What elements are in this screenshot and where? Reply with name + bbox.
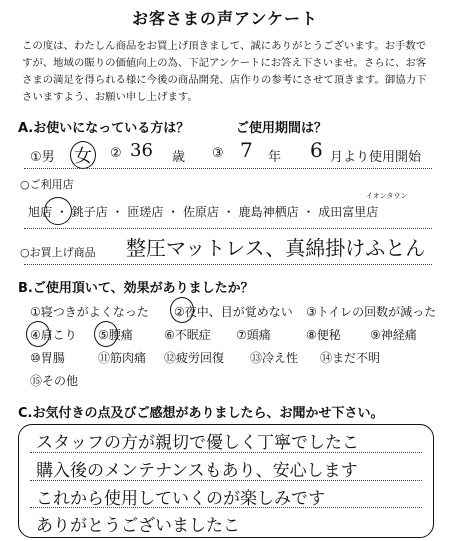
store-list: 旭店 ・ 銚子店 ・ 匝瑳店 ・ 佐原店 ・ 鹿島神栖店 ・ 成田富里店 xyxy=(28,205,379,219)
intro-text: この度は、わたしん商品をお買上げ頂きまして、誠にありがとうございます。お手数ですが、地域の賑りの価値向上の為、下記アンケートにお答え下さいませ。さらに、お客さまの満足を得られる様に今後の商品開発、店作りの参考にさせて頂きます。御協力下さいますよう、お願い申し上げます。 xyxy=(22,40,427,103)
survey-title: お客さまの声アンケート xyxy=(131,9,319,28)
start-label: ③ xyxy=(212,146,224,161)
effect-option: ①寝つきがよくなった xyxy=(30,305,149,319)
effect-option: ⑪筋肉痛 xyxy=(98,351,147,365)
effect-option: ⑥不眠症 xyxy=(164,328,211,342)
effect-option: ⑮その他 xyxy=(30,374,79,388)
store-item: 佐原店 xyxy=(182,205,219,219)
month-value: 6 xyxy=(310,138,323,162)
month-suffix: 月より使用開始 xyxy=(330,150,422,165)
gender-answer xyxy=(70,141,96,169)
comment-line: スタッフの方が親切で優しく丁寧でしたこ xyxy=(36,433,359,453)
store-item: 匝瑳店 xyxy=(127,205,164,219)
age-unit: 歳 xyxy=(172,150,186,165)
comment-line: 購入後のメンテナンスもあり、安心します xyxy=(36,461,358,481)
selected-effect-circle xyxy=(170,297,194,323)
store-item: 旭店 xyxy=(28,205,53,219)
effect-option: ⑭まだ不明 xyxy=(320,351,381,365)
age-value: 36 xyxy=(130,140,153,161)
effect-option: ③トイレの回数が減った xyxy=(306,305,437,319)
selected-effect-circle xyxy=(94,321,118,347)
section-a-heading: A.お使いになっている方は？ xyxy=(18,121,190,136)
store-item: 鹿島神栖店 xyxy=(238,205,299,219)
comment-line: これから使用していくのが楽しみです xyxy=(36,489,325,509)
period-heading: ご使用期間は？ xyxy=(236,121,328,136)
section-c-heading: C.お気付きの点及びご感想がありましたら、お聞かせ下さい。 xyxy=(18,406,384,421)
effect-option: ⑫疲労回復 xyxy=(164,351,225,365)
effect-option: ⑬冷え性 xyxy=(250,351,299,365)
product-value: 整圧マットレス、真綿掛けふとん xyxy=(126,236,426,260)
store-item: 銚子店 xyxy=(71,205,108,219)
selected-store-circle xyxy=(44,197,72,225)
section-b-heading: B.ご使用頂いて、効果がありましたか？ xyxy=(18,281,254,296)
year-unit: 年 xyxy=(268,150,282,165)
effect-option: ⑧便秘 xyxy=(306,328,341,342)
effect-option: ⑩胃腸 xyxy=(30,351,65,365)
comment-line: ありがとうございましたこ xyxy=(36,516,240,536)
effect-option: ⑦頭痛 xyxy=(236,328,271,342)
gender-label: ①男 xyxy=(30,150,55,165)
store-label: ○ご利用店 xyxy=(20,178,74,191)
year-value: 7 xyxy=(240,138,253,162)
effect-option: ⑨神経痛 xyxy=(370,328,417,342)
store-item: 成田富里店 xyxy=(318,205,379,219)
effect-option: ⑤腰痛 xyxy=(98,328,133,342)
age-label: ② xyxy=(110,146,122,161)
effect-option: ②夜中、目が覚めない xyxy=(174,305,293,319)
selected-effect-circle xyxy=(26,321,50,347)
store-ruby: イオンタウン xyxy=(366,192,408,200)
product-label: ○お買上げ商品 xyxy=(20,246,96,259)
effect-option: ④肩こり xyxy=(30,328,77,342)
gender-value: 女 xyxy=(70,141,96,169)
